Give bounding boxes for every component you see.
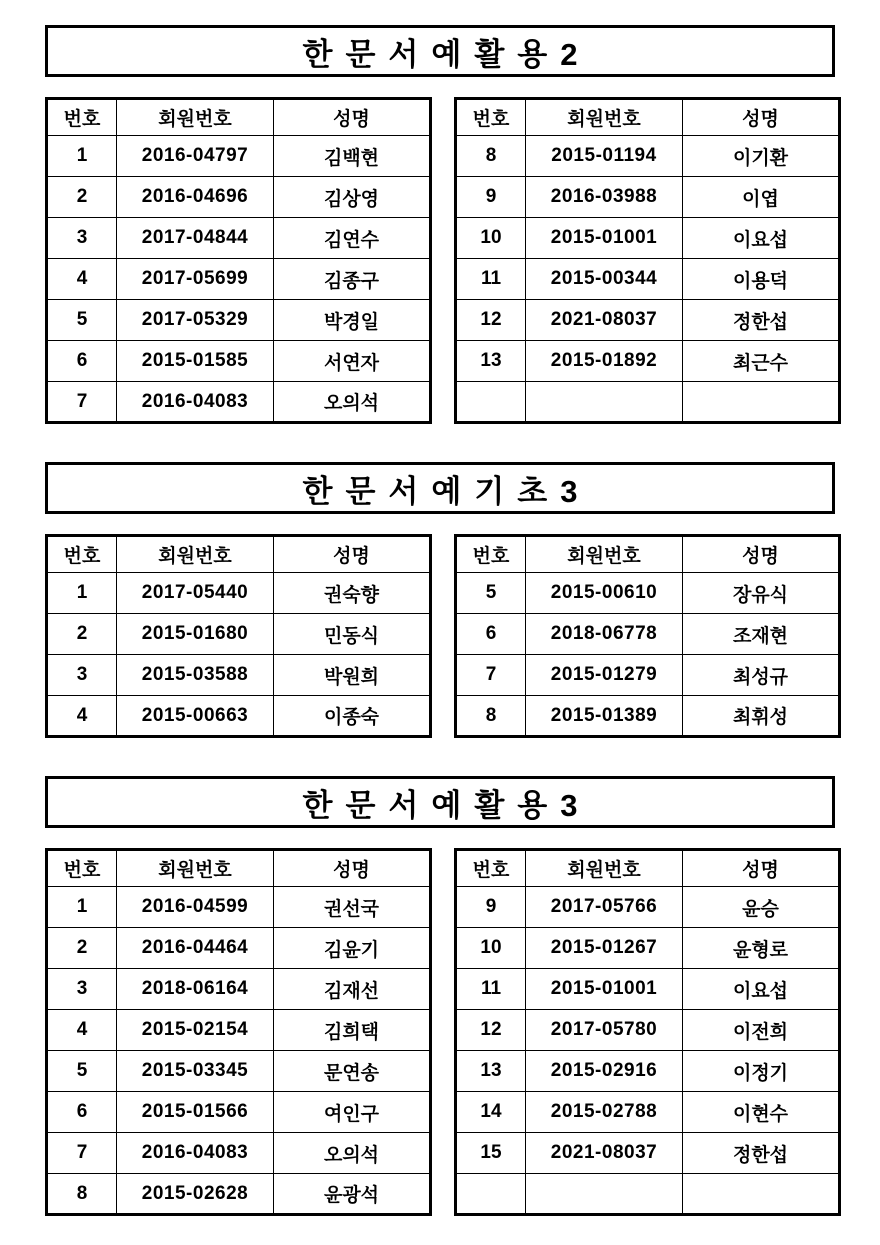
table-row	[456, 696, 840, 737]
member-index-cell: 11	[456, 969, 526, 1010]
table-row	[456, 928, 840, 969]
table-row	[456, 177, 840, 218]
header-number: 번호	[47, 536, 117, 573]
member-index-cell: 10	[456, 218, 526, 259]
member-id-cell: 2015-01892	[526, 341, 683, 382]
member-index-cell: 1	[47, 887, 117, 928]
member-id-cell: 2016-04464	[117, 928, 274, 969]
member-name-cell: 최휘성	[683, 696, 840, 737]
header-number: 번호	[456, 99, 526, 136]
member-id-cell: 2015-01279	[526, 655, 683, 696]
member-id-cell	[526, 382, 683, 423]
member-name-cell: 조재현	[683, 614, 840, 655]
member-id-cell: 2016-03988	[526, 177, 683, 218]
member-id-cell: 2015-01267	[526, 928, 683, 969]
member-id-cell: 2016-04696	[117, 177, 274, 218]
member-name-cell: 김상영	[274, 177, 431, 218]
table-row	[47, 1010, 431, 1051]
roster-table	[454, 97, 841, 424]
member-index-cell: 2	[47, 177, 117, 218]
member-index-cell: 8	[456, 136, 526, 177]
member-id-cell: 2015-01001	[526, 969, 683, 1010]
member-index-cell: 4	[47, 1010, 117, 1051]
header-name: 성명	[274, 99, 431, 136]
member-index-cell: 4	[47, 259, 117, 300]
table-body	[47, 573, 431, 737]
member-index-cell: 7	[456, 655, 526, 696]
table-row	[47, 655, 431, 696]
member-id-cell: 2017-05699	[117, 259, 274, 300]
member-name-cell: 민동식	[274, 614, 431, 655]
table-row	[47, 136, 431, 177]
member-name-cell: 이엽	[683, 177, 840, 218]
table-row	[47, 259, 431, 300]
member-name-cell: 박원희	[274, 655, 431, 696]
table-row	[47, 218, 431, 259]
header-name: 성명	[683, 536, 840, 573]
table-row	[47, 300, 431, 341]
member-id-cell: 2015-00610	[526, 573, 683, 614]
table-row	[47, 969, 431, 1010]
member-id-cell: 2015-00663	[117, 696, 274, 737]
member-name-cell: 윤승	[683, 887, 840, 928]
member-index-cell: 14	[456, 1092, 526, 1133]
member-index-cell: 8	[456, 696, 526, 737]
table-row	[47, 573, 431, 614]
course-section	[45, 462, 835, 738]
header-member-id: 회원번호	[117, 99, 274, 136]
member-name-cell: 최근수	[683, 341, 840, 382]
table-header-row	[456, 850, 840, 887]
member-name-cell: 정한섭	[683, 1133, 840, 1174]
member-index-cell: 7	[47, 382, 117, 423]
member-id-cell: 2015-01680	[117, 614, 274, 655]
table-row	[47, 887, 431, 928]
course-section	[45, 25, 835, 424]
table-row	[47, 177, 431, 218]
table-row	[47, 1092, 431, 1133]
table-body	[456, 887, 840, 1215]
table-row	[456, 655, 840, 696]
member-name-cell: 김연수	[274, 218, 431, 259]
header-number: 번호	[47, 850, 117, 887]
roster-table	[45, 97, 432, 424]
member-id-cell: 2015-01585	[117, 341, 274, 382]
member-name-cell: 김종구	[274, 259, 431, 300]
table-row	[456, 1010, 840, 1051]
table-body	[456, 573, 840, 737]
table-row	[47, 928, 431, 969]
table-header-row	[47, 536, 431, 573]
table-row	[456, 1174, 840, 1215]
table-row	[47, 1174, 431, 1215]
member-id-cell: 2015-01566	[117, 1092, 274, 1133]
member-name-cell: 서연자	[274, 341, 431, 382]
member-name-cell: 김재선	[274, 969, 431, 1010]
course-title-box	[45, 776, 835, 828]
table-row	[456, 887, 840, 928]
member-name-cell: 이현수	[683, 1092, 840, 1133]
member-index-cell: 5	[456, 573, 526, 614]
table-row	[47, 382, 431, 423]
member-id-cell	[526, 1174, 683, 1215]
member-id-cell: 2017-05780	[526, 1010, 683, 1051]
member-id-cell: 2015-01194	[526, 136, 683, 177]
member-index-cell: 6	[47, 1092, 117, 1133]
member-id-cell: 2016-04797	[117, 136, 274, 177]
member-id-cell: 2017-04844	[117, 218, 274, 259]
member-name-cell: 김희택	[274, 1010, 431, 1051]
table-header-row	[47, 850, 431, 887]
table-body	[47, 136, 431, 423]
table-header-row	[47, 99, 431, 136]
member-name-cell: 이정기	[683, 1051, 840, 1092]
table-row	[456, 1051, 840, 1092]
member-index-cell: 12	[456, 300, 526, 341]
member-index-cell: 13	[456, 341, 526, 382]
table-body	[47, 887, 431, 1215]
table-row	[47, 696, 431, 737]
table-row	[456, 969, 840, 1010]
member-name-cell	[683, 382, 840, 423]
table-row	[456, 218, 840, 259]
member-index-cell: 10	[456, 928, 526, 969]
member-index-cell: 13	[456, 1051, 526, 1092]
course-title-box	[45, 462, 835, 514]
member-id-cell: 2017-05440	[117, 573, 274, 614]
member-index-cell: 3	[47, 969, 117, 1010]
member-id-cell: 2021-08037	[526, 300, 683, 341]
member-name-cell: 권숙향	[274, 573, 431, 614]
table-row	[456, 259, 840, 300]
course-section	[45, 776, 835, 1216]
member-index-cell: 2	[47, 614, 117, 655]
table-row	[456, 382, 840, 423]
member-name-cell: 김윤기	[274, 928, 431, 969]
member-index-cell: 7	[47, 1133, 117, 1174]
table-row	[456, 1092, 840, 1133]
table-header-row	[456, 99, 840, 136]
member-id-cell: 2015-03588	[117, 655, 274, 696]
member-id-cell: 2017-05329	[117, 300, 274, 341]
member-index-cell	[456, 1174, 526, 1215]
member-index-cell: 4	[47, 696, 117, 737]
header-name: 성명	[274, 536, 431, 573]
course-title-text: 한문서예활용2	[302, 36, 591, 72]
member-id-cell: 2015-01389	[526, 696, 683, 737]
member-name-cell: 최성규	[683, 655, 840, 696]
member-name-cell: 문연송	[274, 1051, 431, 1092]
member-index-cell: 5	[47, 1051, 117, 1092]
header-number: 번호	[456, 850, 526, 887]
member-index-cell: 15	[456, 1133, 526, 1174]
member-index-cell: 5	[47, 300, 117, 341]
member-name-cell	[683, 1174, 840, 1215]
member-id-cell: 2015-02916	[526, 1051, 683, 1092]
member-id-cell: 2015-01001	[526, 218, 683, 259]
roster-tables-row	[45, 534, 835, 738]
member-id-cell: 2015-00344	[526, 259, 683, 300]
table-row	[456, 300, 840, 341]
member-name-cell: 박경일	[274, 300, 431, 341]
member-name-cell: 권선국	[274, 887, 431, 928]
member-name-cell: 이종숙	[274, 696, 431, 737]
member-name-cell: 정한섭	[683, 300, 840, 341]
member-id-cell: 2015-02788	[526, 1092, 683, 1133]
member-id-cell: 2018-06778	[526, 614, 683, 655]
header-name: 성명	[683, 850, 840, 887]
roster-tables-row	[45, 97, 835, 424]
member-index-cell: 3	[47, 218, 117, 259]
header-number: 번호	[47, 99, 117, 136]
table-header-row	[456, 536, 840, 573]
member-name-cell: 윤형로	[683, 928, 840, 969]
member-index-cell: 11	[456, 259, 526, 300]
table-row	[47, 1133, 431, 1174]
member-name-cell: 이전희	[683, 1010, 840, 1051]
table-row	[47, 614, 431, 655]
table-row	[456, 136, 840, 177]
member-id-cell: 2018-06164	[117, 969, 274, 1010]
member-name-cell: 여인구	[274, 1092, 431, 1133]
member-id-cell: 2015-02628	[117, 1174, 274, 1215]
member-name-cell: 김백현	[274, 136, 431, 177]
table-row	[47, 1051, 431, 1092]
table-body	[456, 136, 840, 423]
member-name-cell: 이요섭	[683, 218, 840, 259]
member-id-cell: 2015-02154	[117, 1010, 274, 1051]
roster-table	[454, 534, 841, 738]
member-name-cell: 오의석	[274, 1133, 431, 1174]
header-name: 성명	[274, 850, 431, 887]
member-name-cell: 윤광석	[274, 1174, 431, 1215]
header-member-id: 회원번호	[526, 99, 683, 136]
member-id-cell: 2021-08037	[526, 1133, 683, 1174]
table-row	[456, 614, 840, 655]
roster-table	[45, 534, 432, 738]
member-id-cell: 2015-03345	[117, 1051, 274, 1092]
member-name-cell: 오의석	[274, 382, 431, 423]
course-title-text: 한문서예기초3	[302, 473, 591, 509]
member-name-cell: 장유식	[683, 573, 840, 614]
table-row	[456, 1133, 840, 1174]
member-id-cell: 2016-04599	[117, 887, 274, 928]
roster-table	[45, 848, 432, 1216]
member-id-cell: 2016-04083	[117, 382, 274, 423]
member-id-cell: 2017-05766	[526, 887, 683, 928]
member-index-cell: 9	[456, 887, 526, 928]
member-name-cell: 이용덕	[683, 259, 840, 300]
header-member-id: 회원번호	[117, 850, 274, 887]
header-member-id: 회원번호	[117, 536, 274, 573]
member-index-cell: 12	[456, 1010, 526, 1051]
header-number: 번호	[456, 536, 526, 573]
header-member-id: 회원번호	[526, 536, 683, 573]
member-id-cell: 2016-04083	[117, 1133, 274, 1174]
member-index-cell: 2	[47, 928, 117, 969]
member-name-cell: 이기환	[683, 136, 840, 177]
member-index-cell: 1	[47, 573, 117, 614]
table-row	[456, 573, 840, 614]
member-name-cell: 이요섭	[683, 969, 840, 1010]
member-index-cell: 9	[456, 177, 526, 218]
header-name: 성명	[683, 99, 840, 136]
header-member-id: 회원번호	[526, 850, 683, 887]
roster-table	[454, 848, 841, 1216]
member-index-cell: 3	[47, 655, 117, 696]
member-index-cell: 6	[47, 341, 117, 382]
roster-tables-row	[45, 848, 835, 1216]
course-title-box	[45, 25, 835, 77]
table-row	[456, 341, 840, 382]
member-index-cell: 1	[47, 136, 117, 177]
course-title-text: 한문서예활용3	[302, 787, 591, 823]
table-row	[47, 341, 431, 382]
member-index-cell: 8	[47, 1174, 117, 1215]
member-index-cell: 6	[456, 614, 526, 655]
member-index-cell	[456, 382, 526, 423]
